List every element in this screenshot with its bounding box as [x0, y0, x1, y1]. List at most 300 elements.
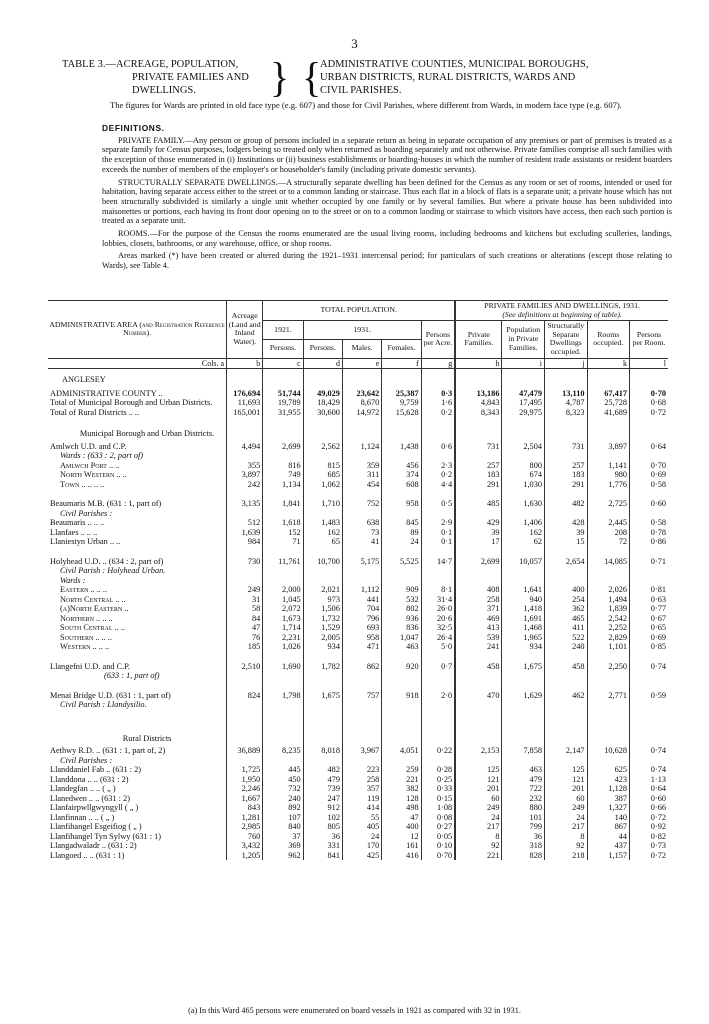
- cell-value: 1,675: [502, 662, 545, 672]
- cell-value: 125: [545, 765, 588, 775]
- cell-value: 479: [303, 775, 342, 785]
- cell-value: 1,630: [502, 499, 545, 509]
- cell-value: 8: [545, 832, 588, 842]
- cell-value: 0·2: [421, 408, 455, 418]
- row-label: Total of Municipal Borough and Urban Districts.: [50, 398, 213, 408]
- empty-cell: [342, 369, 381, 389]
- cell-value: 1,950: [227, 775, 263, 785]
- empty-cell: [630, 566, 668, 576]
- table-row: [48, 784, 668, 794]
- table-body: [48, 358, 668, 860]
- cell-value: 458: [455, 662, 502, 672]
- cell-value: 128: [382, 794, 421, 804]
- cell-value: 185: [227, 642, 263, 652]
- cell-value: 1,675: [303, 691, 342, 701]
- empty-cell: [545, 427, 588, 442]
- cell-value: 257: [455, 461, 502, 471]
- cell-value: 732: [263, 784, 303, 794]
- section-row: [48, 732, 668, 747]
- header-private-families-count: Private Families.: [455, 321, 502, 358]
- empty-cell: [382, 732, 421, 747]
- cell-value: 3,897: [587, 442, 630, 452]
- cell-value: 76: [227, 633, 263, 643]
- empty-cell: [630, 369, 668, 389]
- cell-value: 799: [502, 822, 545, 832]
- cell-value: 1,438: [382, 442, 421, 452]
- cell-value: 30,600: [303, 408, 342, 418]
- empty-cell: [303, 509, 342, 519]
- column-letter: i: [502, 358, 545, 369]
- cell-value: 824: [227, 691, 263, 701]
- cell-value: 0·05: [421, 832, 455, 842]
- empty-cell: [421, 681, 455, 691]
- cell-value: 980: [587, 470, 630, 480]
- empty-cell: [630, 547, 668, 557]
- cell-value: 152: [263, 528, 303, 538]
- cell-value: 249: [455, 803, 502, 813]
- column-letter: k: [587, 358, 630, 369]
- cell-value: 892: [263, 803, 303, 813]
- cell-value: 0·58: [630, 518, 668, 528]
- table-row: [48, 633, 668, 643]
- empty-cell: [545, 700, 588, 710]
- spacer-cell: [48, 547, 227, 557]
- cell-value: 0·60: [630, 794, 668, 804]
- cell-value: 2,005: [303, 633, 342, 643]
- cell-value: 62: [502, 537, 545, 547]
- cell-value: 1,690: [263, 662, 303, 672]
- empty-cell: [382, 509, 421, 519]
- definitions: [102, 124, 672, 274]
- right-brace-icon: }: [270, 53, 290, 102]
- empty-cell: [303, 427, 342, 442]
- empty-cell: [342, 732, 381, 747]
- header-total-population: TOTAL POPULATION.: [263, 301, 455, 321]
- empty-cell: [587, 566, 630, 576]
- empty-cell: [342, 566, 381, 576]
- cell-value: 8: [455, 832, 502, 842]
- table-row: [48, 470, 668, 480]
- column-letter: h: [455, 358, 502, 369]
- empty-cell: [545, 671, 588, 681]
- empty-cell: [545, 681, 588, 691]
- empty-cell: [587, 732, 630, 747]
- cell-value: 4,051: [382, 746, 421, 756]
- face-type-note: The figures for Wards are printed in old face type (e.g. 607) and those for Civil Parishes, where different from Wards, in modern face type (e.g. 607).: [110, 100, 622, 110]
- cell-value: 72: [587, 537, 630, 547]
- cell-value: 2·3: [421, 461, 455, 471]
- table-row: [48, 822, 668, 832]
- cell-value: 2,504: [502, 442, 545, 452]
- cell-value: 470: [455, 691, 502, 701]
- cell-value: 2,246: [227, 784, 263, 794]
- empty-cell: [421, 566, 455, 576]
- empty-cell: [303, 451, 342, 461]
- footnote: (a) In this Ward 465 persons were enumerated on board vessels in 1921 as compared with 32 in 1931.: [188, 1006, 521, 1015]
- empty-cell: [227, 451, 263, 461]
- empty-cell: [587, 509, 630, 519]
- column-letter: l: [630, 358, 668, 369]
- table-row: [48, 642, 668, 652]
- empty-cell: [630, 756, 668, 766]
- title-right-line-2: URBAN DISTRICTS, RURAL DISTRICTS, WARDS AND: [320, 72, 576, 83]
- cell-value: 2,072: [263, 604, 303, 614]
- empty-cell: [630, 451, 668, 461]
- cell-value: 0·10: [421, 841, 455, 851]
- cell-value: 47: [382, 813, 421, 823]
- table-row: [48, 832, 668, 842]
- cell-value: 1,691: [502, 614, 545, 624]
- cell-value: 0·15: [421, 794, 455, 804]
- empty-cell: [587, 547, 630, 557]
- cell-value: 92: [545, 841, 588, 851]
- empty-cell: [502, 566, 545, 576]
- cell-value: 1·08: [421, 803, 455, 813]
- cell-value: 2,985: [227, 822, 263, 832]
- cell-value: 39: [545, 528, 588, 538]
- cell-value: 936: [382, 614, 421, 624]
- column-letter: b: [227, 358, 263, 369]
- cell-value: 162: [303, 528, 342, 538]
- empty-cell: [455, 700, 502, 710]
- cell-value: 0·25: [421, 775, 455, 785]
- row-label: Amlwch U.D. and C.P.: [50, 441, 127, 451]
- cell-value: 2,829: [587, 633, 630, 643]
- empty-cell: [545, 732, 588, 747]
- cell-value: 805: [303, 822, 342, 832]
- cell-value: 217: [545, 822, 588, 832]
- cell-value: 0·71: [630, 557, 668, 567]
- row-label: Llanfairpwllgwyngyll ( „ ): [50, 803, 139, 813]
- cell-value: 0·1: [421, 528, 455, 538]
- cell-value: 1,062: [303, 480, 342, 490]
- empty-cell: [263, 576, 303, 586]
- cell-value: 331: [303, 841, 342, 851]
- cell-value: 2,250: [587, 662, 630, 672]
- header-population-in-pf: Population in Private Families.: [502, 321, 545, 358]
- cell-value: 12: [382, 832, 421, 842]
- section-heading: Rural Districts: [122, 733, 172, 743]
- empty-cell: [630, 710, 668, 732]
- cell-value: 176,694: [227, 389, 263, 399]
- cell-value: 625: [587, 765, 630, 775]
- empty-cell: [342, 756, 381, 766]
- cell-value: 121: [455, 775, 502, 785]
- empty-cell: [342, 671, 381, 681]
- cell-value: 471: [342, 642, 381, 652]
- definitions-heading: DEFINITIONS.: [102, 123, 165, 133]
- cell-value: 258: [455, 595, 502, 605]
- cell-value: 2,000: [263, 585, 303, 595]
- table-row: [48, 604, 668, 614]
- cell-value: 1,673: [263, 614, 303, 624]
- cell-value: 13,110: [545, 389, 588, 399]
- cell-value: 828: [502, 851, 545, 861]
- def-rooms: ROOMS.—For the purpose of the Census the rooms enumerated are the usual living rooms, including bedrooms and kitchens but excluding sculleries, landings, lobbies, closets, bathrooms, or any warehouse, office, or shop rooms.: [102, 229, 672, 248]
- cell-value: 31: [227, 595, 263, 605]
- cell-value: 2,153: [455, 746, 502, 756]
- empty-cell: [227, 509, 263, 519]
- cell-value: 0·74: [630, 765, 668, 775]
- empty-cell: [227, 652, 263, 662]
- header-dwellings: Structurally Separate Dwellings occupied.: [545, 321, 588, 358]
- title-right-line-1: ADMINISTRATIVE COUNTIES, MUNICIPAL BOROUGHS,: [320, 59, 589, 70]
- cell-value: 259: [382, 765, 421, 775]
- column-letter: e: [342, 358, 381, 369]
- empty-cell: [421, 427, 455, 442]
- empty-cell: [263, 710, 303, 732]
- empty-cell: [502, 652, 545, 662]
- cell-value: 0·60: [630, 499, 668, 509]
- cell-value: 479: [502, 775, 545, 785]
- row-label: Llandegfan .. .. ( „ ): [50, 784, 116, 794]
- cell-value: 749: [263, 470, 303, 480]
- empty-cell: [382, 489, 421, 499]
- cell-value: 1,776: [587, 480, 630, 490]
- empty-cell: [382, 756, 421, 766]
- cell-value: 355: [227, 461, 263, 471]
- cell-value: 291: [455, 480, 502, 490]
- cell-value: 962: [263, 851, 303, 861]
- cell-value: 0·74: [630, 746, 668, 756]
- cell-value: 532: [382, 595, 421, 605]
- row-label: Llangoed .. .. (631 : 1): [50, 850, 125, 860]
- cell-value: 369: [263, 841, 303, 851]
- row-label: Western .. .. ..: [60, 642, 110, 652]
- empty-cell: [502, 700, 545, 710]
- cell-value: 816: [263, 461, 303, 471]
- page-number: 3: [351, 36, 358, 51]
- empty-cell: [421, 756, 455, 766]
- empty-cell: [263, 417, 303, 427]
- cell-value: 400: [382, 822, 421, 832]
- cell-value: 2,445: [587, 518, 630, 528]
- empty-cell: [263, 700, 303, 710]
- cell-value: 920: [382, 662, 421, 672]
- cell-value: 2,771: [587, 691, 630, 701]
- cell-value: 845: [382, 518, 421, 528]
- cell-value: 240: [545, 642, 588, 652]
- cell-value: 1·6: [421, 398, 455, 408]
- cell-value: 912: [303, 803, 342, 813]
- cell-value: 411: [545, 623, 588, 633]
- empty-cell: [455, 427, 502, 442]
- header-area: ADMINISTRATIVE AREA (and Registration Reference Number).: [48, 301, 227, 359]
- cell-value: 0·81: [630, 585, 668, 595]
- empty-cell: [587, 652, 630, 662]
- empty-cell: [263, 451, 303, 461]
- empty-cell: [455, 489, 502, 499]
- title-right: [320, 58, 672, 97]
- cell-value: 463: [382, 642, 421, 652]
- table-row: [48, 662, 668, 672]
- row-label: Llanfihangel Tyn Sylwy (631 : 1): [50, 831, 162, 841]
- table-row: [48, 408, 668, 418]
- cell-value: 0·33: [421, 784, 455, 794]
- spacer-cell: [48, 652, 227, 662]
- cell-value: 429: [455, 518, 502, 528]
- empty-cell: [263, 652, 303, 662]
- empty-cell: [421, 417, 455, 427]
- cell-value: 311: [342, 470, 381, 480]
- row-label: Southern .. .. ..: [60, 632, 112, 642]
- empty-cell: [227, 700, 263, 710]
- empty-cell: [502, 671, 545, 681]
- cell-value: 2,021: [303, 585, 342, 595]
- row-label: (a)North Eastern ..: [60, 604, 129, 614]
- cell-value: 242: [227, 480, 263, 490]
- cell-value: 4,494: [227, 442, 263, 452]
- table-row: [48, 691, 668, 701]
- cell-value: 802: [382, 604, 421, 614]
- cell-value: 0·68: [630, 398, 668, 408]
- header-persons-1931: Persons.: [303, 339, 342, 358]
- cell-value: 291: [545, 480, 588, 490]
- cell-value: 3,432: [227, 841, 263, 851]
- cell-value: 221: [382, 775, 421, 785]
- sub-label-row: [48, 576, 668, 586]
- cell-value: 456: [382, 461, 421, 471]
- cell-value: 55: [342, 813, 381, 823]
- cell-value: 89: [382, 528, 421, 538]
- cell-value: 249: [227, 585, 263, 595]
- cell-value: 41,689: [587, 408, 630, 418]
- empty-cell: [455, 671, 502, 681]
- cell-value: 8,018: [303, 746, 342, 756]
- empty-cell: [502, 547, 545, 557]
- sub-label-row: [48, 451, 668, 461]
- row-label: Llanddona .. .. (631 : 2): [50, 774, 129, 784]
- cell-value: 25,387: [382, 389, 421, 399]
- cell-value: 0·72: [630, 408, 668, 418]
- table-row: [48, 461, 668, 471]
- empty-cell: [545, 566, 588, 576]
- cell-value: 41: [342, 537, 381, 547]
- empty-cell: [227, 681, 263, 691]
- cell-value: 36: [502, 832, 545, 842]
- cell-value: 0·27: [421, 822, 455, 832]
- cell-value: 165,001: [227, 408, 263, 418]
- empty-cell: [382, 710, 421, 732]
- cell-value: 1,641: [502, 585, 545, 595]
- empty-cell: [421, 710, 455, 732]
- cell-value: 125: [455, 765, 502, 775]
- table-row: [48, 480, 668, 490]
- empty-cell: [630, 489, 668, 499]
- spacer-row: [48, 489, 668, 499]
- cell-value: 0·2: [421, 470, 455, 480]
- empty-cell: [263, 427, 303, 442]
- empty-cell: [227, 547, 263, 557]
- cell-value: 71: [263, 537, 303, 547]
- cell-value: 357: [342, 784, 381, 794]
- spacer-row: [48, 710, 668, 732]
- cell-value: 1,725: [227, 765, 263, 775]
- cell-value: 2,542: [587, 614, 630, 624]
- cell-value: 240: [263, 794, 303, 804]
- def-private-family: PRIVATE FAMILY.—Any person or group of persons included in a separate return as being in separate occupation of any premises or part of premises is treated as a separate family for Census purposes, lodgers being so treated only when returned as boarding separately and not otherwise. Private families comprise all such families with the exception of those enumerated in (i) Institutions or (ii) business establishments or boarding-houses in which the number of resident trade assistants or resident boarders exceeds the number of members of the employer's or householder's family (including private domestic servants).: [102, 135, 672, 174]
- cell-value: 232: [502, 794, 545, 804]
- row-label: Llangefni U.D. and C.P.: [50, 661, 130, 671]
- row-label: Llanfaes .. .. ..: [50, 527, 98, 537]
- table-row: [48, 557, 668, 567]
- empty-cell: [263, 509, 303, 519]
- cell-value: 1,494: [587, 595, 630, 605]
- cell-value: 2,725: [587, 499, 630, 509]
- header-persons-1921: Persons.: [263, 339, 303, 358]
- cell-value: 0·08: [421, 813, 455, 823]
- population-table: [48, 300, 668, 860]
- empty-cell: [227, 417, 263, 427]
- cell-value: 0·58: [630, 480, 668, 490]
- empty-cell: [455, 369, 502, 389]
- spacer-row: [48, 417, 668, 427]
- cell-value: 1,406: [502, 518, 545, 528]
- empty-cell: [502, 427, 545, 442]
- header-males: Males.: [342, 339, 381, 358]
- cell-value: 731: [545, 442, 588, 452]
- column-letters-row: [48, 358, 668, 369]
- cell-value: 107: [263, 813, 303, 823]
- empty-cell: [421, 369, 455, 389]
- cell-value: 757: [342, 691, 381, 701]
- cell-value: 454: [342, 480, 381, 490]
- cell-value: 815: [303, 461, 342, 471]
- cell-value: 1,629: [502, 691, 545, 701]
- empty-cell: [382, 681, 421, 691]
- empty-cell: [630, 427, 668, 442]
- cell-value: 3,967: [342, 746, 381, 756]
- empty-cell: [587, 427, 630, 442]
- empty-cell: [421, 489, 455, 499]
- cell-value: 469: [455, 614, 502, 624]
- cell-value: 958: [382, 499, 421, 509]
- sub-label-row: [48, 700, 668, 710]
- cell-value: 934: [502, 642, 545, 652]
- empty-cell: [263, 547, 303, 557]
- cell-value: 1,639: [227, 528, 263, 538]
- cell-value: 437: [587, 841, 630, 851]
- cell-value: 1,529: [303, 623, 342, 633]
- column-letter: j: [545, 358, 588, 369]
- empty-cell: [455, 756, 502, 766]
- header-1931: 1931.: [303, 321, 421, 340]
- row-label: Town .. .. .. ..: [60, 479, 105, 489]
- empty-cell: [545, 652, 588, 662]
- empty-cell: [587, 576, 630, 586]
- table-row: [48, 746, 668, 756]
- cell-value: 0·64: [630, 442, 668, 452]
- section-row: [48, 427, 668, 442]
- cell-value: 0·28: [421, 765, 455, 775]
- cell-value: 92: [455, 841, 502, 851]
- table-row: [48, 389, 668, 399]
- cell-value: 940: [502, 595, 545, 605]
- cell-value: 731: [455, 442, 502, 452]
- cell-value: 2,510: [227, 662, 263, 672]
- section-row: [48, 369, 668, 389]
- empty-cell: [455, 710, 502, 732]
- empty-cell: [502, 576, 545, 586]
- cell-value: 0·69: [630, 633, 668, 643]
- empty-cell: [342, 681, 381, 691]
- spacer-cell: [48, 417, 227, 427]
- title-right-line-3: CIVIL PARISHES.: [320, 85, 402, 96]
- cell-value: 498: [382, 803, 421, 813]
- cell-value: 836: [382, 623, 421, 633]
- cell-value: 693: [342, 623, 381, 633]
- empty-cell: [342, 427, 381, 442]
